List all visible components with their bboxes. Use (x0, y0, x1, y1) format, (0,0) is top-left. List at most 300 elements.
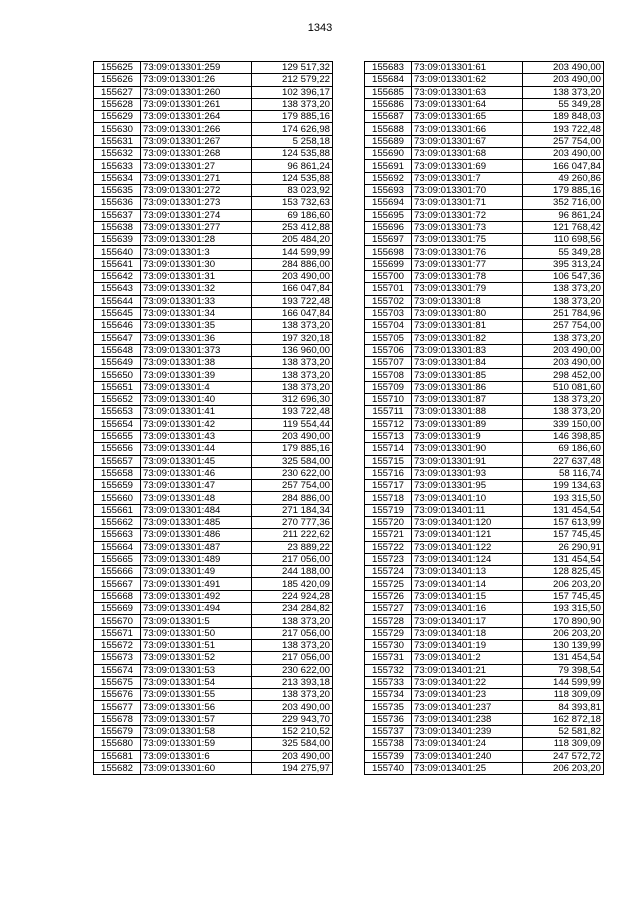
table-row (365, 381, 604, 393)
cadastral-number-cell: 73:09:013301:489 (141, 553, 252, 565)
row-number-cell: 155724 (365, 566, 412, 578)
table-row (94, 590, 333, 602)
row-number-cell: 155636 (94, 197, 141, 209)
row-number-cell: 155686 (365, 98, 412, 110)
cadastral-number-cell: 73:09:013301:49 (141, 566, 252, 578)
table-row (365, 566, 604, 578)
cadastral-number-cell: 73:09:013301:64 (412, 98, 523, 110)
cadastral-number-cell: 73:09:013301:56 (141, 701, 252, 713)
cadastral-number-cell: 73:09:013401:17 (412, 615, 523, 627)
cadastral-number-cell: 73:09:013301:61 (412, 62, 523, 74)
table-row (94, 750, 333, 762)
row-number-cell: 155660 (94, 492, 141, 504)
value-cell: 203 490,00 (523, 148, 604, 160)
row-number-cell: 155670 (94, 615, 141, 627)
value-cell: 138 373,20 (252, 381, 333, 393)
table-row (94, 394, 333, 406)
value-cell: 138 373,20 (252, 615, 333, 627)
row-number-cell: 155647 (94, 332, 141, 344)
cadastral-number-cell: 73:09:013301:91 (412, 455, 523, 467)
table-row (365, 369, 604, 381)
table-row (94, 307, 333, 319)
table-row (94, 726, 333, 738)
value-cell: 138 373,20 (523, 86, 604, 98)
row-number-cell: 155737 (365, 726, 412, 738)
row-number-cell: 155734 (365, 689, 412, 701)
value-cell: 352 716,00 (523, 197, 604, 209)
cadastral-number-cell: 73:09:013301:267 (141, 135, 252, 147)
cadastral-number-cell: 73:09:013301:67 (412, 135, 523, 147)
value-cell: 110 698,56 (523, 234, 604, 246)
cadastral-number-cell: 73:09:013301:63 (412, 86, 523, 98)
row-number-cell: 155626 (94, 74, 141, 86)
value-cell: 144 599,99 (252, 246, 333, 258)
row-number-cell: 155708 (365, 369, 412, 381)
table-row (94, 418, 333, 430)
value-cell: 174 626,98 (252, 123, 333, 135)
row-number-cell: 155736 (365, 713, 412, 725)
value-cell: 152 210,52 (252, 726, 333, 738)
value-cell: 298 452,00 (523, 369, 604, 381)
row-number-cell: 155684 (365, 74, 412, 86)
value-cell: 138 373,20 (523, 295, 604, 307)
table-row (94, 111, 333, 123)
row-number-cell: 155716 (365, 467, 412, 479)
value-cell: 131 454,54 (523, 504, 604, 516)
value-cell: 138 373,20 (252, 357, 333, 369)
table-row (94, 627, 333, 639)
value-cell: 144 599,99 (523, 676, 604, 688)
row-number-cell: 155719 (365, 504, 412, 516)
value-cell: 124 535,88 (252, 172, 333, 184)
cadastral-number-cell: 73:09:013301:75 (412, 234, 523, 246)
row-number-cell: 155697 (365, 234, 412, 246)
cadastral-number-cell: 73:09:013301:53 (141, 664, 252, 676)
cadastral-number-cell: 73:09:013301:33 (141, 295, 252, 307)
table-row (365, 98, 604, 110)
cadastral-number-cell: 73:09:013301:69 (412, 160, 523, 172)
value-cell: 217 056,00 (252, 553, 333, 565)
table-row (365, 603, 604, 615)
row-number-cell: 155649 (94, 357, 141, 369)
value-cell: 395 313,24 (523, 258, 604, 270)
cadastral-number-cell: 73:09:013301:5 (141, 615, 252, 627)
cadastral-number-cell: 73:09:013301:79 (412, 283, 523, 295)
value-cell: 131 454,54 (523, 652, 604, 664)
row-number-cell: 155698 (365, 246, 412, 258)
table-row (365, 529, 604, 541)
row-number-cell: 155683 (365, 62, 412, 74)
value-cell: 166 047,84 (523, 160, 604, 172)
row-number-cell: 155703 (365, 307, 412, 319)
value-cell: 189 848,03 (523, 111, 604, 123)
cadastral-number-cell: 73:09:013301:66 (412, 123, 523, 135)
value-cell: 118 309,09 (523, 738, 604, 750)
cadastral-number-cell: 73:09:013301:54 (141, 676, 252, 688)
value-cell: 153 732,63 (252, 197, 333, 209)
value-cell: 138 373,20 (523, 332, 604, 344)
value-cell: 118 309,09 (523, 689, 604, 701)
cadastral-number-cell: 73:09:013301:50 (141, 627, 252, 639)
table-row (94, 615, 333, 627)
cadastral-number-cell: 73:09:013301:41 (141, 406, 252, 418)
value-cell: 136 960,00 (252, 344, 333, 356)
value-cell: 284 886,00 (252, 492, 333, 504)
row-number-cell: 155650 (94, 369, 141, 381)
table-row (365, 701, 604, 713)
cadastral-number-cell: 73:09:013301:30 (141, 258, 252, 270)
value-cell: 203 490,00 (523, 74, 604, 86)
cadastral-number-cell: 73:09:013401:21 (412, 664, 523, 676)
table-row (365, 160, 604, 172)
table-row (365, 184, 604, 196)
table-row (365, 689, 604, 701)
row-number-cell: 155689 (365, 135, 412, 147)
value-cell: 157 745,45 (523, 590, 604, 602)
register-table-right (364, 61, 604, 775)
value-cell: 193 722,48 (252, 406, 333, 418)
row-number-cell: 155690 (365, 148, 412, 160)
cadastral-number-cell: 73:09:013301:83 (412, 344, 523, 356)
value-cell: 119 554,44 (252, 418, 333, 430)
row-number-cell: 155723 (365, 553, 412, 565)
cadastral-number-cell: 73:09:013301:42 (141, 418, 252, 430)
row-number-cell: 155663 (94, 529, 141, 541)
value-cell: 26 290,91 (523, 541, 604, 553)
value-cell: 96 861,24 (523, 209, 604, 221)
row-number-cell: 155675 (94, 676, 141, 688)
value-cell: 106 547,36 (523, 271, 604, 283)
cadastral-number-cell: 73:09:013301:487 (141, 541, 252, 553)
row-number-cell: 155718 (365, 492, 412, 504)
table-row (365, 627, 604, 639)
table-row (365, 553, 604, 565)
value-cell: 166 047,84 (252, 307, 333, 319)
table-row (365, 541, 604, 553)
value-cell: 199 134,63 (523, 480, 604, 492)
table-row (365, 221, 604, 233)
value-cell: 203 490,00 (252, 701, 333, 713)
table-row (365, 344, 604, 356)
cadastral-number-cell: 73:09:013301:485 (141, 516, 252, 528)
cadastral-number-cell: 73:09:013301:9 (412, 430, 523, 442)
row-number-cell: 155658 (94, 467, 141, 479)
table-row (94, 516, 333, 528)
value-cell: 179 885,16 (523, 184, 604, 196)
value-cell: 203 490,00 (523, 357, 604, 369)
row-number-cell: 155722 (365, 541, 412, 553)
cadastral-number-cell: 73:09:013301:93 (412, 467, 523, 479)
row-number-cell: 155692 (365, 172, 412, 184)
table-row (94, 664, 333, 676)
value-cell: 270 777,36 (252, 516, 333, 528)
table-row (365, 74, 604, 86)
row-number-cell: 155666 (94, 566, 141, 578)
cadastral-number-cell: 73:09:013301:78 (412, 271, 523, 283)
value-cell: 213 393,18 (252, 676, 333, 688)
cadastral-number-cell: 73:09:013401:121 (412, 529, 523, 541)
row-number-cell: 155630 (94, 123, 141, 135)
row-number-cell: 155673 (94, 652, 141, 664)
value-cell: 52 581,82 (523, 726, 604, 738)
table-row (94, 689, 333, 701)
table-row (365, 578, 604, 590)
cadastral-number-cell: 73:09:013301:273 (141, 197, 252, 209)
value-cell: 193 722,48 (523, 123, 604, 135)
value-cell: 69 186,60 (523, 443, 604, 455)
cadastral-number-cell: 73:09:013301:59 (141, 738, 252, 750)
row-number-cell: 155664 (94, 541, 141, 553)
row-number-cell: 155648 (94, 344, 141, 356)
cadastral-number-cell: 73:09:013401:23 (412, 689, 523, 701)
value-cell: 121 768,42 (523, 221, 604, 233)
cadastral-number-cell: 73:09:013401:22 (412, 676, 523, 688)
table-row (94, 603, 333, 615)
row-number-cell: 155669 (94, 603, 141, 615)
cadastral-number-cell: 73:09:013301:7 (412, 172, 523, 184)
row-number-cell: 155735 (365, 701, 412, 713)
value-cell: 55 349,28 (523, 246, 604, 258)
table-row (94, 86, 333, 98)
register-table-body (365, 62, 604, 775)
row-number-cell: 155655 (94, 430, 141, 442)
row-number-cell: 155680 (94, 738, 141, 750)
cadastral-number-cell: 73:09:013301:268 (141, 148, 252, 160)
table-row (94, 566, 333, 578)
table-row (365, 504, 604, 516)
table-row (365, 234, 604, 246)
row-number-cell: 155674 (94, 664, 141, 676)
value-cell: 146 398,85 (523, 430, 604, 442)
row-number-cell: 155637 (94, 209, 141, 221)
table-row (94, 762, 333, 774)
table-row (94, 553, 333, 565)
table-row (94, 135, 333, 147)
table-row (94, 652, 333, 664)
cadastral-number-cell: 73:09:013301:76 (412, 246, 523, 258)
value-cell: 83 023,92 (252, 184, 333, 196)
table-row (94, 332, 333, 344)
value-cell: 138 373,20 (523, 283, 604, 295)
row-number-cell: 155657 (94, 455, 141, 467)
table-row (94, 430, 333, 442)
table-row (365, 492, 604, 504)
value-cell: 102 396,17 (252, 86, 333, 98)
cadastral-number-cell: 73:09:013301:87 (412, 394, 523, 406)
row-number-cell: 155740 (365, 762, 412, 774)
cadastral-number-cell: 73:09:013301:51 (141, 639, 252, 651)
table-row (365, 615, 604, 627)
cadastral-number-cell: 73:09:013301:27 (141, 160, 252, 172)
row-number-cell: 155705 (365, 332, 412, 344)
cadastral-number-cell: 73:09:013401:15 (412, 590, 523, 602)
value-cell: 193 315,50 (523, 492, 604, 504)
value-cell: 203 490,00 (252, 750, 333, 762)
cadastral-number-cell: 73:09:013301:95 (412, 480, 523, 492)
cadastral-number-cell: 73:09:013301:32 (141, 283, 252, 295)
table-row (94, 541, 333, 553)
table-row (94, 738, 333, 750)
table-row (365, 639, 604, 651)
row-number-cell: 155667 (94, 578, 141, 590)
table-row (365, 480, 604, 492)
table-row (94, 148, 333, 160)
table-row (365, 111, 604, 123)
value-cell: 124 535,88 (252, 148, 333, 160)
table-row (365, 590, 604, 602)
value-cell: 257 754,00 (252, 480, 333, 492)
row-number-cell: 155676 (94, 689, 141, 701)
cadastral-number-cell: 73:09:013401:19 (412, 639, 523, 651)
table-row (94, 676, 333, 688)
table-row (365, 652, 604, 664)
cadastral-number-cell: 73:09:013301:52 (141, 652, 252, 664)
cadastral-number-cell: 73:09:013301:491 (141, 578, 252, 590)
table-row (94, 209, 333, 221)
table-row (94, 406, 333, 418)
row-number-cell: 155679 (94, 726, 141, 738)
table-row (94, 172, 333, 184)
cadastral-number-cell: 73:09:013301:71 (412, 197, 523, 209)
row-number-cell: 155681 (94, 750, 141, 762)
cadastral-number-cell: 73:09:013301:62 (412, 74, 523, 86)
value-cell: 197 320,18 (252, 332, 333, 344)
row-number-cell: 155701 (365, 283, 412, 295)
table-row (365, 713, 604, 725)
value-cell: 203 490,00 (252, 430, 333, 442)
cadastral-number-cell: 73:09:013301:43 (141, 430, 252, 442)
table-row (365, 726, 604, 738)
table-row (94, 160, 333, 172)
table-row (365, 209, 604, 221)
row-number-cell: 155709 (365, 381, 412, 393)
value-cell: 510 081,60 (523, 381, 604, 393)
row-number-cell: 155715 (365, 455, 412, 467)
cadastral-number-cell: 73:09:013401:120 (412, 516, 523, 528)
cadastral-number-cell: 73:09:013401:240 (412, 750, 523, 762)
row-number-cell: 155691 (365, 160, 412, 172)
value-cell: 138 373,20 (252, 98, 333, 110)
value-cell: 129 517,32 (252, 62, 333, 74)
table-row (365, 467, 604, 479)
table-row (94, 701, 333, 713)
row-number-cell: 155730 (365, 639, 412, 651)
value-cell: 193 315,50 (523, 603, 604, 615)
cadastral-number-cell: 73:09:013301:84 (412, 357, 523, 369)
cadastral-number-cell: 73:09:013401:238 (412, 713, 523, 725)
table-row (365, 62, 604, 74)
cadastral-number-cell: 73:09:013301:266 (141, 123, 252, 135)
cadastral-number-cell: 73:09:013301:494 (141, 603, 252, 615)
table-row (94, 74, 333, 86)
cadastral-number-cell: 73:09:013301:46 (141, 467, 252, 479)
cadastral-number-cell: 73:09:013301:3 (141, 246, 252, 258)
cadastral-number-cell: 73:09:013401:14 (412, 578, 523, 590)
cadastral-number-cell: 73:09:013301:264 (141, 111, 252, 123)
cadastral-number-cell: 73:09:013301:72 (412, 209, 523, 221)
cadastral-number-cell: 73:09:013301:82 (412, 332, 523, 344)
row-number-cell: 155694 (365, 197, 412, 209)
table-row (94, 246, 333, 258)
row-number-cell: 155725 (365, 578, 412, 590)
table-row (365, 750, 604, 762)
value-cell: 229 943,70 (252, 713, 333, 725)
table-row (94, 320, 333, 332)
page-number: 1343 (307, 22, 333, 34)
cadastral-number-cell: 73:09:013301:8 (412, 295, 523, 307)
row-number-cell: 155628 (94, 98, 141, 110)
cadastral-number-cell: 73:09:013301:65 (412, 111, 523, 123)
cadastral-number-cell: 73:09:013301:68 (412, 148, 523, 160)
value-cell: 170 890,90 (523, 615, 604, 627)
cadastral-number-cell: 73:09:013301:90 (412, 443, 523, 455)
table-row (94, 578, 333, 590)
row-number-cell: 155711 (365, 406, 412, 418)
value-cell: 138 373,20 (252, 639, 333, 651)
value-cell: 203 490,00 (523, 344, 604, 356)
value-cell: 247 572,72 (523, 750, 604, 762)
value-cell: 138 373,20 (252, 689, 333, 701)
value-cell: 138 373,20 (523, 406, 604, 418)
row-number-cell: 155685 (365, 86, 412, 98)
value-cell: 130 139,99 (523, 639, 604, 651)
table-row (94, 62, 333, 74)
table-row (365, 283, 604, 295)
value-cell: 271 184,34 (252, 504, 333, 516)
value-cell: 217 056,00 (252, 652, 333, 664)
cadastral-number-cell: 73:09:013301:45 (141, 455, 252, 467)
value-cell: 5 258,18 (252, 135, 333, 147)
table-row (94, 271, 333, 283)
cadastral-number-cell: 73:09:013301:271 (141, 172, 252, 184)
cadastral-number-cell: 73:09:013301:60 (141, 762, 252, 774)
value-cell: 157 745,45 (523, 529, 604, 541)
value-cell: 179 885,16 (252, 111, 333, 123)
cadastral-number-cell: 73:09:013301:57 (141, 713, 252, 725)
table-row (94, 283, 333, 295)
value-cell: 206 203,20 (523, 578, 604, 590)
table-row (365, 394, 604, 406)
cadastral-number-cell: 73:09:013301:44 (141, 443, 252, 455)
table-row (94, 480, 333, 492)
row-number-cell: 155671 (94, 627, 141, 639)
table-row (365, 455, 604, 467)
table-row (365, 418, 604, 430)
cadastral-number-cell: 73:09:013301:39 (141, 369, 252, 381)
cadastral-number-cell: 73:09:013301:73 (412, 221, 523, 233)
row-number-cell: 155713 (365, 430, 412, 442)
table-row (94, 258, 333, 270)
value-cell: 96 861,24 (252, 160, 333, 172)
row-number-cell: 155688 (365, 123, 412, 135)
value-cell: 312 696,30 (252, 394, 333, 406)
table-row (94, 504, 333, 516)
row-number-cell: 155632 (94, 148, 141, 160)
cadastral-number-cell: 73:09:013301:272 (141, 184, 252, 196)
value-cell: 203 490,00 (252, 271, 333, 283)
table-row (365, 320, 604, 332)
row-number-cell: 155707 (365, 357, 412, 369)
row-number-cell: 155739 (365, 750, 412, 762)
value-cell: 69 186,60 (252, 209, 333, 221)
value-cell: 79 398,54 (523, 664, 604, 676)
cadastral-number-cell: 73:09:013301:40 (141, 394, 252, 406)
table-row (94, 197, 333, 209)
table-row (365, 430, 604, 442)
value-cell: 84 393,81 (523, 701, 604, 713)
value-cell: 206 203,20 (523, 762, 604, 774)
value-cell: 157 613,99 (523, 516, 604, 528)
